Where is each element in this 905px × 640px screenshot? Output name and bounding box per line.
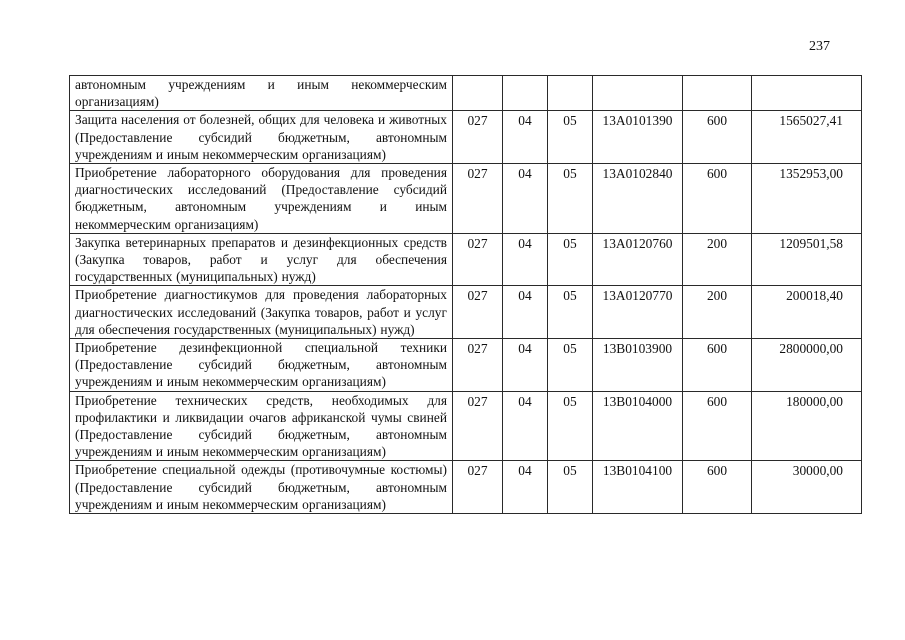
row-grbs: 027 [453, 339, 503, 392]
row-description: Защита населения от болезней, общих для человека и животных (Предоставление субсидий бюджетным, автономным учреждениям и иным некоммерческим организациям) [70, 111, 453, 164]
row-podrazdel: 05 [548, 233, 593, 286]
row-csr: 13В0104100 [593, 461, 683, 514]
row-grbs: 027 [453, 111, 503, 164]
row-description: Приобретение технических средств, необходимых для профилактики и ликвидации очагов африканской чумы свиней (Предоставление субсидий бюджетным, автономным учреждениям и иным некоммерческим организациям) [70, 391, 453, 461]
row-csr [593, 76, 683, 111]
table-row [70, 461, 862, 514]
row-sum: 1209501,58 [752, 233, 862, 286]
row-razdel: 04 [503, 461, 548, 514]
row-podrazdel: 05 [548, 111, 593, 164]
row-podrazdel: 05 [548, 286, 593, 339]
row-grbs: 027 [453, 286, 503, 339]
row-razdel: 04 [503, 286, 548, 339]
row-description: Приобретение дезинфекционной специальной техники (Предоставление субсидий бюджетным, автономным учреждениям и иным некоммерческим организациям) [70, 339, 453, 392]
table-row [70, 339, 862, 392]
row-csr: 13А0120760 [593, 233, 683, 286]
row-csr: 13А0101390 [593, 111, 683, 164]
row-description: Приобретение диагностикумов для проведения лабораторных диагностических исследований (Закупка товаров, работ и услуг для обеспечения государственных (муниципальных) нужд) [70, 286, 453, 339]
row-vr: 600 [683, 461, 752, 514]
row-csr: 13В0104000 [593, 391, 683, 461]
row-podrazdel: 05 [548, 339, 593, 392]
table-row [70, 164, 862, 234]
row-vr [683, 76, 752, 111]
budget-table [69, 75, 862, 514]
row-description: Приобретение специальной одежды (противочумные костюмы) (Предоставление субсидий бюджетным, автономным учреждениям и иным некоммерческим организациям) [70, 461, 453, 514]
row-sum: 1565027,41 [752, 111, 862, 164]
row-csr: 13В0103900 [593, 339, 683, 392]
row-sum: 2800000,00 [752, 339, 862, 392]
table-row [70, 111, 862, 164]
row-vr: 200 [683, 286, 752, 339]
row-podrazdel [548, 76, 593, 111]
page-number: 237 [809, 39, 830, 54]
row-vr: 600 [683, 391, 752, 461]
row-grbs: 027 [453, 164, 503, 234]
row-razdel [503, 76, 548, 111]
row-csr: 13А0120770 [593, 286, 683, 339]
row-vr: 200 [683, 233, 752, 286]
row-razdel: 04 [503, 233, 548, 286]
row-grbs: 027 [453, 461, 503, 514]
row-description: автономным учреждениям и иным некоммерческим организациям) [70, 76, 453, 111]
table-row [70, 391, 862, 461]
row-description: Приобретение лабораторного оборудования для проведения диагностических исследований (Предоставление субсидий бюджетным, автономным учреждениям и иным некоммерческим организациям) [70, 164, 453, 234]
row-sum: 30000,00 [752, 461, 862, 514]
row-sum [752, 76, 862, 111]
row-razdel: 04 [503, 164, 548, 234]
row-csr: 13А0102840 [593, 164, 683, 234]
row-razdel: 04 [503, 339, 548, 392]
row-description: Закупка ветеринарных препаратов и дезинфекционных средств (Закупка товаров, работ и услуг для обеспечения государственных (муниципальных) нужд) [70, 233, 453, 286]
row-grbs: 027 [453, 233, 503, 286]
row-sum: 180000,00 [752, 391, 862, 461]
row-razdel: 04 [503, 111, 548, 164]
table-row [70, 76, 862, 111]
row-podrazdel: 05 [548, 461, 593, 514]
row-grbs: 027 [453, 391, 503, 461]
row-podrazdel: 05 [548, 164, 593, 234]
row-grbs [453, 76, 503, 111]
row-podrazdel: 05 [548, 391, 593, 461]
row-sum: 200018,40 [752, 286, 862, 339]
row-razdel: 04 [503, 391, 548, 461]
row-vr: 600 [683, 339, 752, 392]
row-vr: 600 [683, 111, 752, 164]
row-sum: 1352953,00 [752, 164, 862, 234]
row-vr: 600 [683, 164, 752, 234]
table-row [70, 286, 862, 339]
table-row [70, 233, 862, 286]
